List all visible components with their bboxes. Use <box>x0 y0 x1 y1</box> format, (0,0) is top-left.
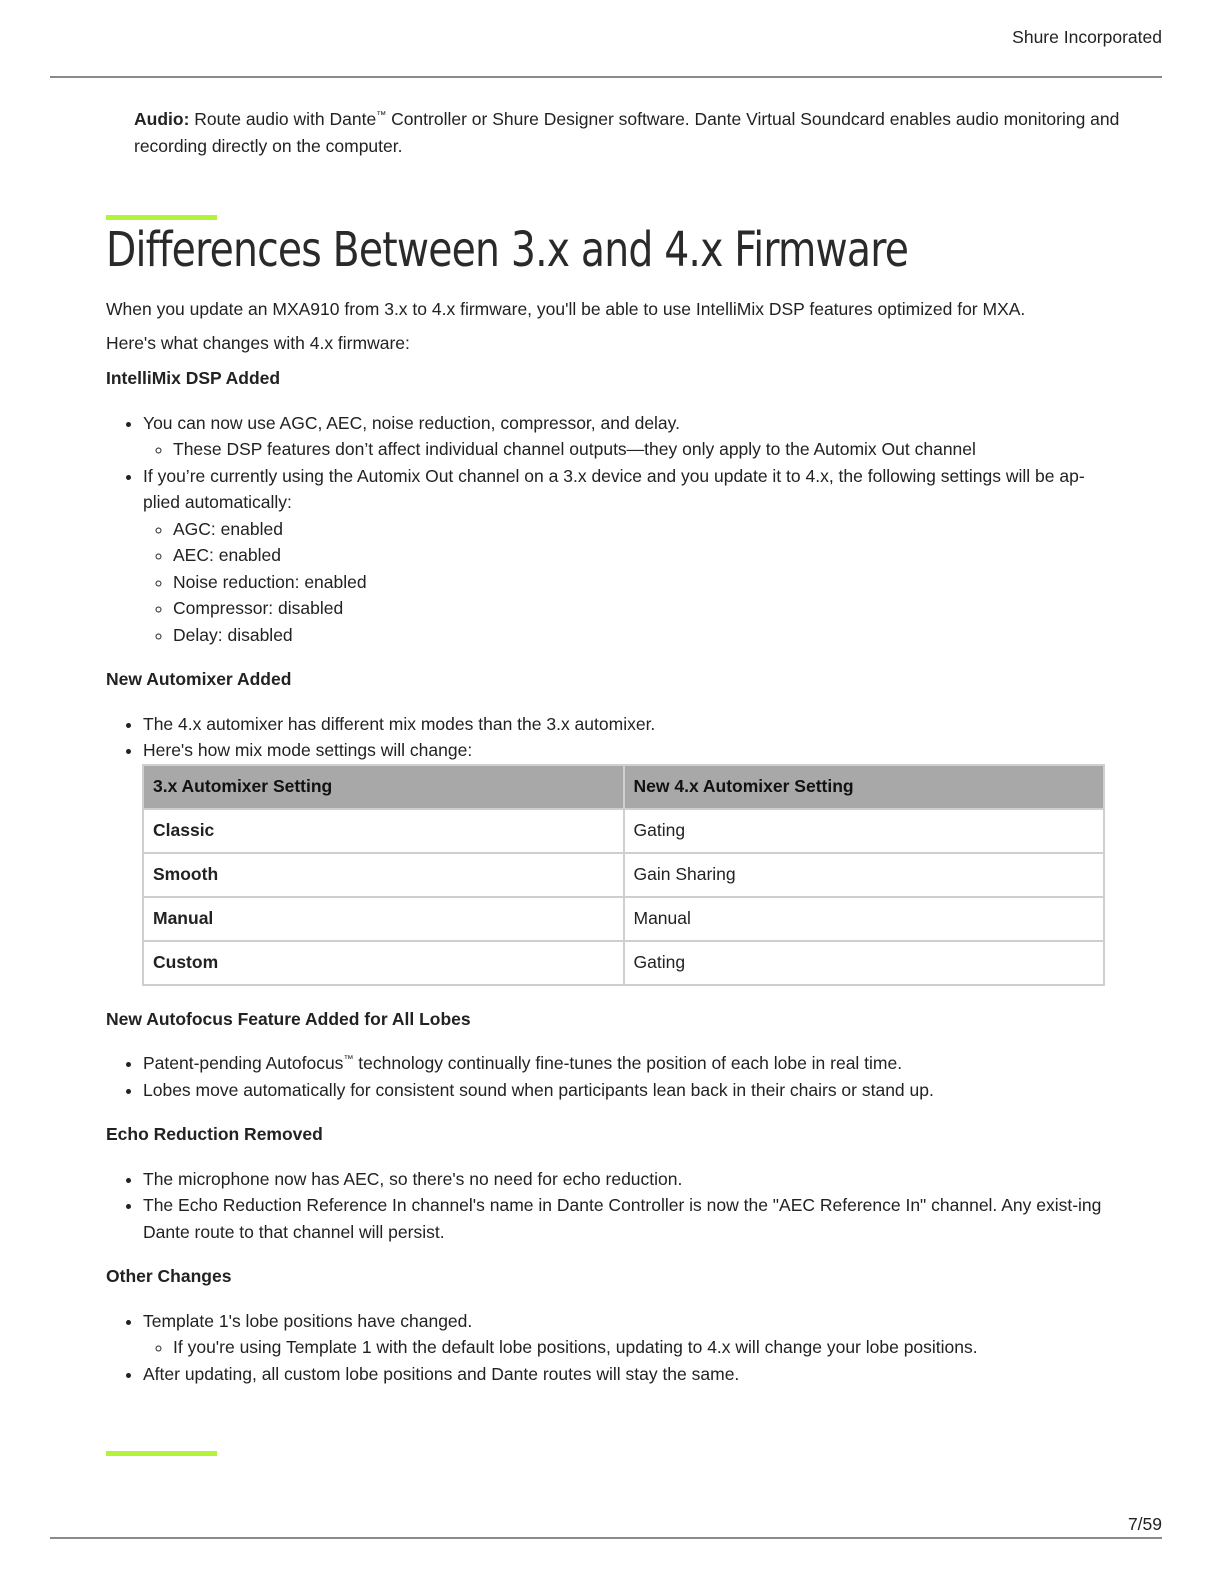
section-end-accent-bar <box>106 1451 217 1456</box>
table-row <box>143 941 1104 985</box>
table-cell: Smooth <box>143 853 624 897</box>
list-item: • You can now use AGC, AEC, noise reduction, compressor, and delay. ◦ These DSP features don’t affect individual channel outputs—they only apply to the Automix Out channel <box>143 410 1116 463</box>
table-header-row <box>143 765 1104 809</box>
table-header-cell: New 4.x Automixer Setting <box>624 765 1105 809</box>
table-row <box>143 897 1104 941</box>
list-item: • The Echo Reduction Reference In channel's name in Dante Controller is now the "AEC Reference In" channel. Any exist-ing Dante route to that channel will persist. <box>143 1192 1116 1245</box>
autofocus-heading: New Autofocus Feature Added for All Lobes <box>106 1008 471 1029</box>
list-item: ◦ These DSP features don’t affect individual channel outputs—they only apply to the Automix Out channel <box>173 436 1116 463</box>
table-cell: Classic <box>143 809 624 853</box>
list-item: • The 4.x automixer has different mix modes than the 3.x automixer. <box>143 711 1116 738</box>
list-item: • Here's how mix mode settings will change: 3.x Automixer Setting New 4.x Automixer Setting Classic Gating Smooth Gain Sharing Manual Manual Custom Gating <box>143 737 1116 986</box>
table-row <box>143 853 1104 897</box>
list-item: • The microphone now has AEC, so there's no need for echo reduction. <box>143 1166 1116 1193</box>
other-list <box>106 1308 1116 1388</box>
dsp-heading: IntelliMix DSP Added <box>106 368 281 388</box>
table-cell: Custom <box>143 941 624 985</box>
audio-intro-paragraph <box>134 106 1124 160</box>
list-item: • Patent-pending Autofocus™ technology continually fine-tunes the position of each lobe in real time. <box>143 1050 1116 1077</box>
table-cell: Gating <box>624 809 1105 853</box>
dsp-list <box>106 410 1116 649</box>
list-item: ◦ AGC: enabled <box>173 516 1116 543</box>
trademark-mark: ™ <box>376 110 387 121</box>
list-item: ◦ Delay: disabled <box>173 622 1116 649</box>
automixer-list <box>106 711 1116 986</box>
intro-paragraph: When you update an MXA910 from 3.x to 4.x firmware, you'll be able to use IntelliMix DSP features optimized for MXA. <box>106 299 1026 319</box>
list-item: ◦ Noise reduction: enabled <box>173 569 1116 596</box>
echo-list <box>106 1166 1116 1246</box>
mix-mode-table <box>142 764 1105 986</box>
section-title: Differences Between 3.x and 4.x Firmware <box>106 222 909 278</box>
automixer-heading: New Automixer Added <box>106 669 292 689</box>
other-heading: Other Changes <box>106 1266 232 1286</box>
list-item: • After updating, all custom lobe positions and Dante routes will stay the same. <box>143 1361 1116 1388</box>
section-accent-bar <box>106 215 217 220</box>
section-content <box>106 296 1116 1405</box>
list-item: • Lobes move automatically for consistent sound when participants lean back in their chairs or stand up. <box>143 1077 1116 1104</box>
trademark-mark: ™ <box>343 1054 354 1065</box>
echo-heading: Echo Reduction Removed <box>106 1124 323 1144</box>
table-row <box>143 809 1104 853</box>
company-name: Shure Incorporated <box>1012 27 1162 47</box>
footer-divider <box>50 1537 1162 1539</box>
list-item: ◦ If you're using Template 1 with the default lobe positions, updating to 4.x will change your lobe positions. <box>173 1334 1116 1361</box>
changes-lead: Here's what changes with 4.x firmware: <box>106 332 410 353</box>
list-item: • Template 1's lobe positions have changed. ◦ If you're using Template 1 with the default lobe positions, updating to 4.x will change your lobe positions. <box>143 1308 1116 1361</box>
audio-text-part2: Controller or Shure Designer software. Dante Virtual Soundcard enables audio monitoring and recording directly on the computer. <box>134 109 1120 156</box>
list-item: ◦ Compressor: disabled <box>173 595 1116 622</box>
table-cell: Manual <box>624 897 1105 941</box>
list-item: • If you’re currently using the Automix Out channel on a 3.x device and you update it to 4.x, the following settings will be ap-plied automatically: ◦ AGC: enabled ◦ AEC: enabled ◦ Noise reduction: enabled ◦ Compressor: disabled ◦ Delay: disabled <box>143 463 1116 649</box>
audio-text-part1: Route audio with Dante <box>189 109 377 129</box>
autofocus-list <box>106 1050 1116 1103</box>
table-cell: Gain Sharing <box>624 853 1105 897</box>
list-item: ◦ AEC: enabled <box>173 542 1116 569</box>
page-number: 7/59 <box>1127 1514 1162 1534</box>
table-cell: Manual <box>143 897 624 941</box>
table-cell: Gating <box>624 941 1105 985</box>
table-header-cell: 3.x Automixer Setting <box>143 765 624 809</box>
audio-label: Audio: <box>134 109 190 129</box>
header-divider <box>50 76 1162 78</box>
